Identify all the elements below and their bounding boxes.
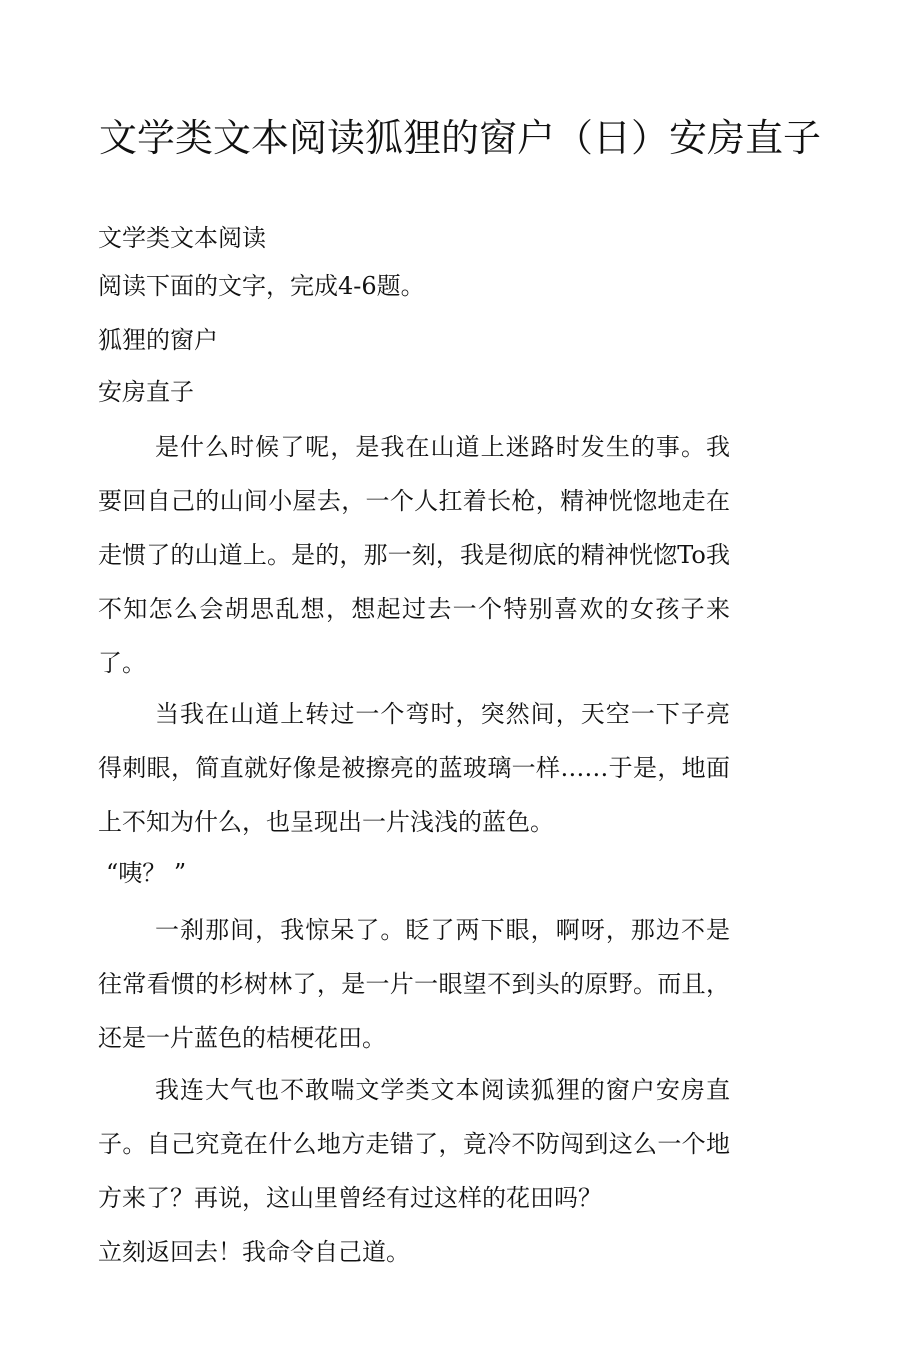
paragraph-5: 立刻返回去！我命令自己道。: [98, 1238, 410, 1266]
paragraph-1: 是什么时候了呢，是我在山道上迷路时发生的事。我要回自己的山间小屋去，一个人扛着长枪，精神恍惚地走在走惯了的山道上。是的，那一刻，我是彻底的精神恍惚To我不知怎么会胡思乱想，想起过去一个特别喜欢的女孩子来了。: [98, 433, 730, 677]
exclamation-line: “咦？ ”: [106, 859, 187, 887]
story-title: 狐狸的窗户: [98, 326, 218, 354]
document-title: 文学类文本阅读狐狸的窗户（日）安房直子: [98, 116, 821, 161]
section-heading: 文学类文本阅读: [98, 224, 266, 252]
story-author: 安房直子: [98, 378, 194, 406]
paragraph-4: 我连大气也不敢喘文学类文本阅读狐狸的窗户安房直子。自己究竟在什么地方走错了，竟冷不防闯到这么一个地方来了？再说，这山里曾经有过这样的花田吗？: [98, 1076, 730, 1212]
paragraph-2: 当我在山道上转过一个弯时，突然间，天空一下子亮得刺眼，简直就好像是被擦亮的蓝玻璃一样……于是，地面上不知为什么，也呈现出一片浅浅的蓝色。: [98, 700, 730, 836]
paragraph-3: 一刹那间，我惊呆了。眨了两下眼，啊呀，那边不是往常看惯的杉树林了，是一片一眼望不到头的原野。而且，还是一片蓝色的桔梗花田。: [98, 916, 730, 1052]
instruction-text: 阅读下面的文字，完成4-6题。: [98, 272, 425, 300]
